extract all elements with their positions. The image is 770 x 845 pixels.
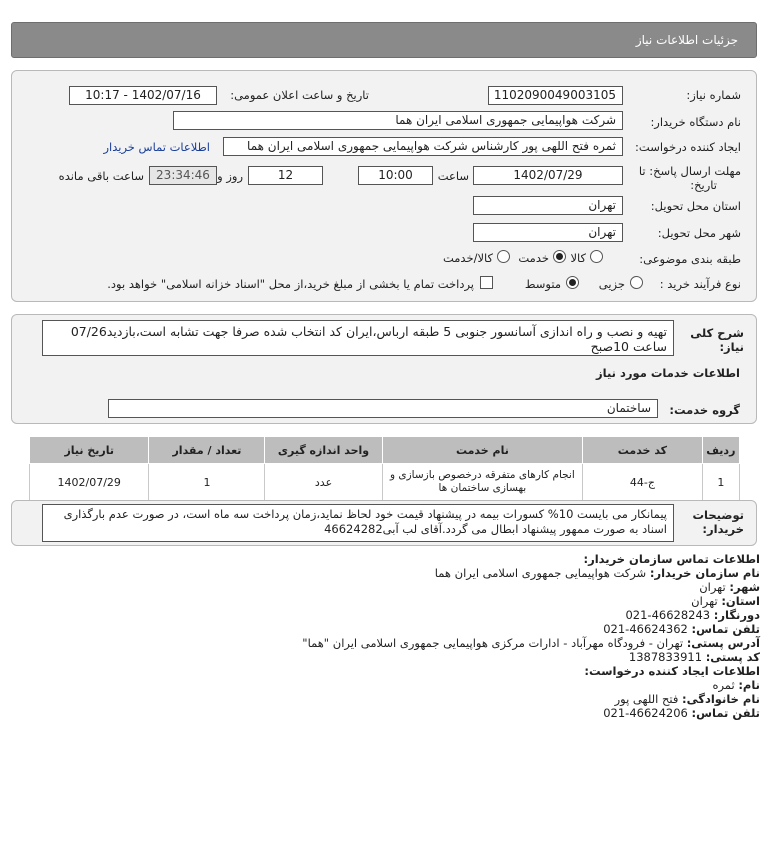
category-radio-service[interactable]	[553, 250, 566, 263]
service-group-label: گروه خدمت:	[669, 403, 740, 417]
services-table	[29, 436, 740, 501]
cell-row: 1	[702, 464, 739, 501]
category-option-goods: کالا	[570, 251, 586, 265]
page-header	[11, 22, 757, 58]
description-field: تهیه و نصب و راه اندازی آسانسور جنوبی 5 طبقه ارباس،ایران کد انتخاب شده صرفا جهت تشابه است،بازدید07/26 ساعت 10صبح	[42, 320, 674, 356]
table-row	[30, 464, 740, 501]
city-label: شهر محل تحویل:	[657, 226, 741, 240]
process-radio-minor[interactable]	[630, 276, 643, 289]
need-number-field: 1102090049003105	[488, 86, 623, 105]
remaining-label: ساعت باقی مانده	[58, 169, 144, 183]
contact-address: آدرس پستی: تهران - فرودگاه مهرآباد - ادارات مرکزی هواپیمایی جمهوری اسلامی ایران "هما"	[302, 636, 760, 650]
contact-org: نام سازمان خریدار: شرکت هواپیمایی جمهوری اسلامی ایران هما	[434, 566, 760, 580]
province-field: تهران	[473, 196, 623, 215]
need-number-label: شماره نیاز:	[686, 88, 741, 102]
creator-name: نام: ثمره	[712, 678, 760, 692]
creator-field: ثمره فتح اللهی پور کارشناس شرکت هواپیمایی جمهوری اسلامی ایران هما	[223, 137, 623, 156]
contact-title: اطلاعات تماس سازمان خریدار:	[583, 552, 760, 566]
cell-unit: عدد	[265, 464, 382, 501]
page-title: جزئیات اطلاعات نیاز	[635, 33, 738, 47]
buyer-notes-label: توضیحات خریدار:	[692, 508, 744, 536]
buyer-contact-link[interactable]: اطلاعات تماس خریدار	[103, 140, 210, 154]
province-label: استان محل تحویل:	[650, 199, 741, 213]
contact-province: استان: تهران	[691, 594, 760, 608]
col-date: تاریخ نیاز	[30, 437, 149, 464]
creator-family: نام خانوادگی: فتح اللهی پور	[614, 692, 760, 706]
contact-phone: تلفن تماس: 46624362-021	[603, 622, 760, 636]
contact-postal: کد پستی: 1387833911	[628, 650, 760, 664]
days-label: روز و	[217, 169, 243, 183]
city-field: تهران	[473, 223, 623, 242]
description-label: شرح کلی نیاز:	[690, 326, 744, 354]
deadline-time-field: 10:00	[358, 166, 433, 185]
creator-label: ایجاد کننده درخواست:	[635, 140, 741, 154]
deadline-date-field: 1402/07/29	[473, 166, 623, 185]
process-option-medium: متوسط	[524, 277, 561, 291]
service-group-field: ساختمان	[108, 399, 658, 418]
cell-qty: 1	[149, 464, 265, 501]
contact-city: شهر: تهران	[699, 580, 760, 594]
contact-fax: دورنگار: 46628243-021	[625, 608, 760, 622]
category-label: طبقه بندی موضوعی:	[639, 252, 741, 266]
process-radio-medium[interactable]	[566, 276, 579, 289]
creator-phone: تلفن تماس: 46624206-021	[603, 706, 760, 720]
announce-field: 1402/07/16 - 10:17	[69, 86, 217, 105]
deadline-date-label: تاریخ:	[690, 178, 717, 192]
announce-label: تاریخ و ساعت اعلان عمومی:	[230, 88, 369, 102]
deadline-time-label: ساعت	[437, 169, 469, 183]
col-row: ردیف	[702, 437, 739, 464]
cell-name: انجام کارهای متفرقه درخصوص بازسازی و بهسازی ساختمان ها	[382, 464, 583, 501]
process-option-minor: جزیی	[598, 277, 625, 291]
category-option-goods-service: کالا/خدمت	[442, 251, 493, 265]
treasury-checkbox[interactable]	[480, 276, 493, 289]
category-option-service: خدمت	[518, 251, 549, 265]
services-section-title: اطلاعات خدمات مورد نیاز	[596, 366, 740, 380]
buyer-org-field: شرکت هواپیمایی جمهوری اسلامی ایران هما	[173, 111, 623, 130]
col-qty: تعداد / مقدار	[149, 437, 265, 464]
buyer-notes-field: پیمانکار می بایست 10% کسورات بیمه در پیشنهاد قیمت خود لحاظ نماید،زمان پرداخت سه ماه است، در صورت عدم بارگذاری اسناد به صورت ممهور پیشنهاد ابطال می گردد.آقای لب آبی46624282	[42, 504, 674, 542]
creator-title: اطلاعات ایجاد کننده درخواست:	[584, 664, 760, 678]
payment-note: پرداخت تمام یا بخشی از مبلغ خرید،از محل "اسناد خزانه اسلامی" خواهد بود.	[107, 277, 474, 291]
process-label: نوع فرآیند خرید :	[659, 277, 741, 291]
buyer-org-label: نام دستگاه خریدار:	[650, 115, 741, 129]
remaining-time-field: 23:34:46	[149, 166, 217, 185]
col-unit: واحد اندازه گیری	[265, 437, 382, 464]
cell-date: 1402/07/29	[30, 464, 149, 501]
deadline-label: مهلت ارسال پاسخ: تا	[638, 164, 741, 178]
days-field: 12	[248, 166, 323, 185]
cell-code: ج-44	[583, 464, 702, 501]
col-name: نام خدمت	[382, 437, 583, 464]
category-radio-goods[interactable]	[590, 250, 603, 263]
category-radio-goods-service[interactable]	[497, 250, 510, 263]
col-code: کد خدمت	[583, 437, 702, 464]
